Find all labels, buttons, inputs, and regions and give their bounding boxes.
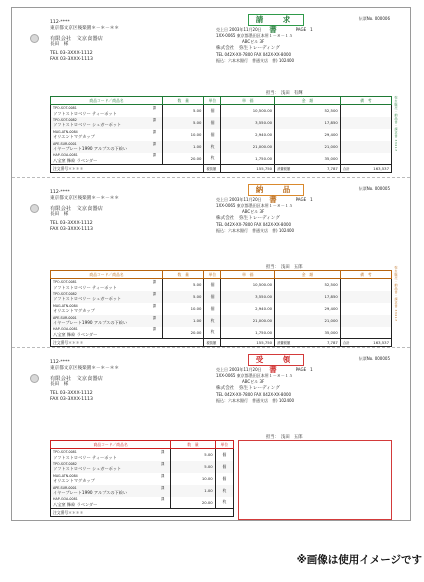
customer-company: 有限会社 文京食器店	[50, 205, 103, 212]
table-row	[51, 291, 392, 303]
subtotal-value: 155,750	[221, 165, 275, 173]
item-unit: 個	[204, 303, 221, 315]
item-unit: 個	[204, 279, 221, 291]
customer-tel: TEL 03-3XXX-1112	[50, 51, 93, 57]
column-header-1: 数 量	[163, 271, 204, 279]
item-unit: 個	[204, 117, 221, 129]
column-header-2: 単位	[204, 271, 221, 279]
item-name: ソフトストロベリー ティーポット	[53, 454, 117, 460]
item-qty: 20.00	[163, 327, 204, 339]
item-qty: 5.00	[163, 291, 204, 303]
total-value: 合計 163,537	[340, 165, 391, 173]
tax-tag: 課	[160, 485, 165, 490]
item-code: HAP-GOA-0081	[53, 153, 78, 158]
table-row	[51, 485, 234, 497]
tax-tag: 課	[152, 279, 157, 284]
item-name: ソフトストロベリー シュガーポット	[53, 296, 122, 302]
item-cell	[51, 327, 163, 339]
table-row	[51, 303, 392, 315]
page-number: PAGE 1	[295, 367, 313, 372]
subtotal-value: 155,750	[221, 339, 275, 347]
item-cell	[51, 153, 163, 165]
tax-tag: 課	[152, 315, 157, 320]
tax-value: 消費税額 7,787	[275, 339, 341, 347]
table-row	[51, 129, 392, 141]
item-code: MAG-ATN-0084	[53, 303, 78, 308]
item-name: 八宝窯 飾絵 ラベンダー	[53, 158, 98, 164]
item-unit: 枚	[204, 315, 221, 327]
form-side-label: 弥生販売・納品書・請求書 33417	[394, 96, 398, 152]
item-price: 21,000.00	[221, 315, 275, 327]
issuer-address: 1XX-0065 東京都墨田区本所１－８－１５	[216, 33, 293, 39]
customer-zip: 112-****	[50, 20, 70, 25]
document-meta	[312, 186, 390, 192]
item-name: オリエントマグカップ	[53, 478, 95, 484]
item-unit: 個	[215, 449, 233, 461]
customer-address: 東京都文京区後楽園＊－＊－＊＊	[50, 366, 119, 372]
item-note	[340, 315, 391, 327]
form-side-label: 弥生販売・納品書・請求書 33417	[394, 266, 398, 322]
column-header-4: 金 額	[275, 97, 341, 105]
column-header-5: 備 考	[340, 271, 391, 279]
customer-zip: 112-****	[50, 360, 70, 365]
item-qty: 10.00	[171, 473, 215, 485]
item-qty: 5.00	[163, 279, 204, 291]
tax-tag: 課	[152, 117, 157, 122]
item-note	[340, 153, 391, 165]
item-cell	[51, 291, 163, 303]
item-qty: 1.00	[163, 141, 204, 153]
customer-address-block	[50, 20, 119, 64]
column-header-4: 金 額	[275, 271, 341, 279]
tax-tag: 課	[152, 105, 157, 110]
column-header-0: 商品コード／商品名	[51, 441, 171, 449]
item-qty: 5.00	[171, 449, 215, 461]
customer-company: 有限会社 文京食器店	[50, 375, 103, 382]
table-row	[51, 449, 234, 461]
item-price: 3,550.00	[221, 117, 275, 129]
item-price: 21,000.00	[221, 141, 275, 153]
item-name: ソフトストロベリー ティーポット	[53, 110, 117, 116]
subtotal-label: 税抜額	[204, 339, 221, 347]
item-cell	[51, 449, 171, 461]
items-table	[50, 96, 392, 173]
tax-tag: 課	[152, 153, 157, 158]
tax-tag: 課	[152, 327, 157, 332]
usage-image-caption: ※画像は使用イメージです	[296, 554, 422, 566]
person-in-charge: 担当： 浅田 五郎	[266, 435, 303, 440]
column-header-0: 商品コード／商品名	[51, 97, 163, 105]
item-cell	[51, 497, 171, 509]
form-title: 納 品 書	[248, 184, 304, 196]
issuer-company: 株式会社 弥生トレーディング	[216, 45, 280, 51]
column-header-1: 数 量	[163, 97, 204, 105]
item-qty: 20.00	[163, 153, 204, 165]
sales-date: 売上日 2003年11月20日	[216, 197, 262, 202]
item-code: APE-SUR-0001	[53, 315, 77, 320]
document-meta	[312, 16, 390, 22]
item-code: TPO-SOT-0082	[53, 117, 77, 122]
punch-hole-icon	[30, 374, 39, 383]
issuer-bank: 振込：六本木銀行 普通支店 普) 102400	[216, 398, 295, 404]
order-number: 注文番号＊＊＊＊	[51, 509, 234, 517]
tax-tag: 課	[152, 291, 157, 296]
person-in-charge: 担当： 浅田 有輝	[266, 91, 303, 96]
item-amount: 21,000	[275, 315, 341, 327]
item-amount: 17,850	[275, 291, 341, 303]
form-section-1	[12, 8, 410, 178]
item-cell	[51, 105, 163, 117]
table-row	[51, 315, 392, 327]
item-note	[340, 129, 391, 141]
item-note	[340, 117, 391, 129]
person-in-charge: 担当： 浅田 五郎	[266, 265, 303, 270]
item-cell	[51, 117, 163, 129]
item-unit: 枚	[215, 485, 233, 497]
item-cell	[51, 461, 171, 473]
item-cell	[51, 473, 171, 485]
items-table	[50, 270, 392, 347]
item-unit: 個	[204, 291, 221, 303]
issuer-tel: TEL 042X-XX-7800 FAX 042X-XX-8000	[216, 221, 292, 227]
column-header-0: 商品コード／商品名	[51, 271, 163, 279]
item-cell	[51, 315, 163, 327]
page-number: PAGE 1	[295, 27, 313, 32]
item-qty: 10.00	[163, 129, 204, 141]
item-amount: 17,850	[275, 117, 341, 129]
item-price: 2,940.00	[221, 303, 275, 315]
item-unit: 枚	[215, 497, 233, 509]
customer-address-block	[50, 360, 119, 404]
item-name: 八宝窯 飾絵 ラベンダー	[53, 332, 98, 338]
issuer-address: 1XX-0065 東京都墨田区本所１－８－１５	[216, 203, 293, 209]
customer-fax: FAX 03-3XXX-1113	[50, 227, 93, 233]
item-note	[340, 291, 391, 303]
item-amount: 35,000	[275, 153, 341, 165]
issuer-bank: 振込：六本木銀行 普通支店 普) 102400	[216, 58, 295, 64]
item-amount: 29,400	[275, 303, 341, 315]
sales-date: 売上日 2003年11月20日	[216, 27, 262, 32]
subtotal-label: 税抜額	[204, 165, 221, 173]
issuer-block	[216, 27, 313, 64]
issuer-block	[216, 197, 313, 234]
tax-tag: 課	[152, 303, 157, 308]
item-price: 10,500.00	[221, 105, 275, 117]
table-row	[51, 473, 234, 485]
item-amount: 29,400	[275, 129, 341, 141]
item-amount: 21,000	[275, 141, 341, 153]
item-note	[340, 105, 391, 117]
item-amount: 52,500	[275, 279, 341, 291]
customer-contact: 長田 様	[50, 381, 69, 387]
item-code: APE-SUR-0001	[53, 141, 77, 146]
item-name: イヤープレート1990 アルプスの下絵い	[53, 146, 128, 152]
total-label: 合計	[342, 341, 350, 345]
item-price: 3,550.00	[221, 291, 275, 303]
item-unit: 個	[204, 129, 221, 141]
item-name: オリエントマグカップ	[53, 308, 95, 314]
item-code: TPO-SOT-0082	[53, 291, 77, 296]
item-note	[340, 141, 391, 153]
table-row	[51, 117, 392, 129]
item-cell	[51, 141, 163, 153]
item-qty: 5.00	[171, 461, 215, 473]
item-price: 1,750.00	[221, 327, 275, 339]
column-header-5: 備 考	[340, 97, 391, 105]
table-row	[51, 105, 392, 117]
item-price: 2,940.00	[221, 129, 275, 141]
order-number: 注文番号＊＊＊＊	[51, 339, 204, 347]
item-code: MAG-ATN-0084	[53, 473, 78, 478]
form-section-2	[12, 178, 410, 348]
item-code: TPO-SOT-0081	[53, 449, 77, 454]
issuer-company: 株式会社 弥生トレーディング	[216, 215, 280, 221]
tax-tag: 課	[152, 129, 157, 134]
customer-tel: TEL 03-3XXX-1112	[50, 221, 93, 227]
page-number: PAGE 1	[295, 197, 313, 202]
form-sheet	[11, 7, 411, 521]
item-code: MAG-ATN-0084	[53, 129, 78, 134]
customer-contact: 長田 様	[50, 41, 69, 47]
table-row	[51, 497, 234, 509]
item-qty: 1.00	[163, 315, 204, 327]
total-label: 合計	[342, 167, 350, 171]
customer-fax: FAX 03-3XXX-1113	[50, 57, 93, 63]
issuer-tel: TEL 042X-XX-7800 FAX 042X-XX-8000	[216, 51, 292, 57]
document-meta	[312, 356, 390, 362]
tax-tag: 課	[152, 141, 157, 146]
column-header-1: 数 量	[171, 441, 215, 449]
item-cell	[51, 279, 163, 291]
form-title: 受 領 書	[248, 354, 304, 366]
item-name: オリエントマグカップ	[53, 134, 95, 140]
item-qty: 1.00	[171, 485, 215, 497]
item-code: TPO-SOT-0081	[53, 279, 77, 284]
customer-contact: 長田 様	[50, 211, 69, 217]
item-code: TPO-SOT-0082	[53, 461, 77, 466]
item-unit: 枚	[204, 141, 221, 153]
tax-value: 消費税額 7,787	[275, 165, 341, 173]
item-name: 八宝窯 飾絵 ラベンダー	[53, 502, 98, 508]
issuer-company: 株式会社 弥生トレーディング	[216, 385, 280, 391]
item-cell	[51, 303, 163, 315]
item-unit: 個	[215, 473, 233, 485]
receipt-stamp-area	[238, 440, 392, 520]
customer-address-block	[50, 190, 119, 234]
customer-tel: TEL 03-3XXX-1112	[50, 391, 93, 397]
document-number: 伝票No. 000005	[358, 186, 390, 191]
issuer-building: ABCビル 3F	[242, 209, 265, 215]
item-name: ソフトストロベリー シュガーポット	[53, 466, 122, 472]
tax-tag: 課	[160, 449, 165, 454]
issuer-building: ABCビル 3F	[242, 379, 265, 385]
table-row	[51, 461, 234, 473]
tax-tag: 課	[160, 473, 165, 478]
order-number: 注文番号＊＊＊＊	[51, 165, 204, 173]
column-header-3: 単 価	[221, 97, 275, 105]
item-unit: 枚	[204, 153, 221, 165]
item-name: ソフトストロベリー ティーポット	[53, 284, 117, 290]
document-number: 伝票No. 000006	[358, 16, 390, 21]
item-name: イヤープレート1990 アルプスの下絵い	[53, 490, 128, 496]
item-price: 10,500.00	[221, 279, 275, 291]
item-cell	[51, 129, 163, 141]
customer-address: 東京都文京区後楽園＊－＊－＊＊	[50, 26, 119, 32]
customer-company: 有限会社 文京食器店	[50, 35, 103, 42]
punch-hole-icon	[30, 204, 39, 213]
items-table	[50, 440, 234, 517]
table-row	[51, 153, 392, 165]
table-row	[51, 279, 392, 291]
issuer-block	[216, 367, 313, 404]
item-amount: 52,500	[275, 105, 341, 117]
issuer-address: 1XX-0065 東京都墨田区本所１－８－１５	[216, 373, 293, 379]
column-header-2: 単位	[215, 441, 233, 449]
item-note	[340, 303, 391, 315]
item-qty: 5.00	[163, 117, 204, 129]
item-name: イヤープレート1990 アルプスの下絵い	[53, 320, 128, 326]
item-code: HAP-GOA-0081	[53, 497, 78, 502]
issuer-building: ABCビル 3F	[242, 39, 265, 45]
column-header-2: 単位	[204, 97, 221, 105]
item-name: ソフトストロベリー シュガーポット	[53, 122, 122, 128]
item-cell	[51, 485, 171, 497]
customer-fax: FAX 03-3XXX-1113	[50, 397, 93, 403]
table-row	[51, 141, 392, 153]
customer-zip: 112-****	[50, 190, 70, 195]
item-unit: 個	[215, 461, 233, 473]
total-value: 合計 163,537	[340, 339, 391, 347]
tax-label: 消費税額	[277, 167, 291, 171]
item-unit: 個	[204, 105, 221, 117]
item-qty: 20.00	[171, 497, 215, 509]
tax-tag: 課	[160, 461, 165, 466]
item-note	[340, 327, 391, 339]
column-header-3: 単 価	[221, 271, 275, 279]
customer-address: 東京都文京区後楽園＊－＊－＊＊	[50, 196, 119, 202]
tax-tag: 課	[160, 497, 165, 502]
form-section-3	[12, 348, 410, 520]
item-code: APE-SUR-0001	[53, 485, 77, 490]
form-title: 請 求 書	[248, 14, 304, 26]
item-unit: 枚	[204, 327, 221, 339]
item-code: HAP-GOA-0081	[53, 327, 78, 332]
issuer-tel: TEL 042X-XX-7800 FAX 042X-XX-8000	[216, 391, 292, 397]
item-qty: 10.00	[163, 303, 204, 315]
item-qty: 5.00	[163, 105, 204, 117]
table-row	[51, 327, 392, 339]
document-number: 伝票No. 000005	[358, 356, 390, 361]
item-note	[340, 279, 391, 291]
item-amount: 35,000	[275, 327, 341, 339]
item-price: 1,750.00	[221, 153, 275, 165]
issuer-bank: 振込：六本木銀行 普通支店 普) 102400	[216, 228, 295, 234]
item-code: TPO-SOT-0081	[53, 105, 77, 110]
tax-label: 消費税額	[277, 341, 291, 345]
punch-hole-icon	[30, 34, 39, 43]
sales-date: 売上日 2003年11月20日	[216, 367, 262, 372]
